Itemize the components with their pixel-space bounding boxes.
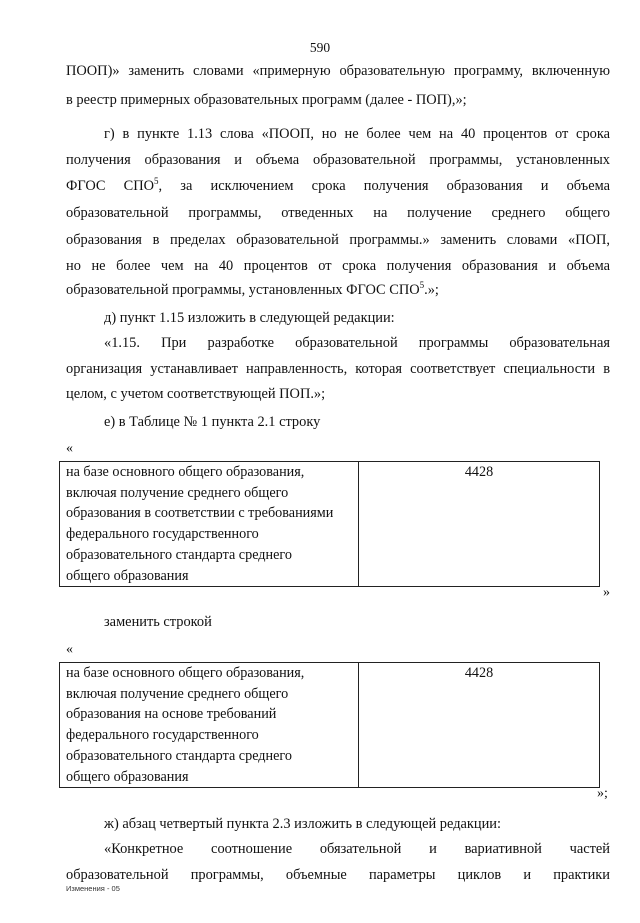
paragraph-line: «Конкретное соотношение обязательной и вариативной частей bbox=[104, 841, 610, 857]
quote-close: »; bbox=[597, 786, 608, 801]
text-run: , за исключением срока получения образования и объема bbox=[158, 178, 610, 194]
quote-open: « bbox=[66, 642, 73, 657]
paragraph-line: д) пункт 1.15 изложить в следующей редакции: bbox=[104, 310, 395, 326]
table-replacement-row bbox=[59, 662, 600, 788]
paragraph-line: целом, с учетом соответствующей ПОП.»; bbox=[66, 386, 326, 402]
text-run: ФГОС СПО bbox=[66, 178, 155, 194]
paragraph-line: образовательной программы, объемные параметры циклов и практики bbox=[66, 867, 610, 883]
cell-line: включая получение среднего общего bbox=[66, 685, 289, 702]
cell-line: федерального государственного bbox=[66, 526, 259, 543]
cell-line: общего образования bbox=[66, 768, 189, 785]
paragraph-line: в реестр примерных образовательных программ (далее - ПОП),»; bbox=[66, 92, 467, 108]
table-row bbox=[60, 462, 600, 587]
cell-line: федерального государственного bbox=[66, 727, 259, 744]
paragraph-line: г) в пункте 1.13 слова «ПООП, но не более чем на 40 процентов от срока bbox=[104, 126, 610, 142]
table-cell-value: 4428 bbox=[359, 462, 600, 587]
cell-line: образования на основе требований bbox=[66, 706, 277, 723]
quote-close: » bbox=[603, 585, 610, 600]
paragraph-line: ПООП)» заменить словами «примерную образовательную программу, включенную bbox=[66, 63, 610, 79]
cell-line: на базе основного общего образования, bbox=[66, 665, 305, 681]
cell-line: образования в соответствии с требованиями bbox=[66, 505, 334, 522]
paragraph-line: но не более чем на 40 процентов от срока получения образования и объема bbox=[66, 258, 610, 274]
footer-note: Изменения - 05 bbox=[66, 884, 120, 893]
paragraph-line: получения образования и объема образовательной программы, установленных bbox=[66, 152, 610, 168]
cell-line: включая получение среднего общего bbox=[66, 484, 289, 501]
table-cell-description bbox=[60, 462, 359, 587]
paragraph-line: «1.15. При разработке образовательной программы образовательная bbox=[104, 335, 610, 351]
paragraph-line: образования в пределах образовательной программы.» заменить словами «ПОП, bbox=[66, 232, 610, 248]
table-row bbox=[60, 663, 600, 788]
cell-line: на базе основного общего образования, bbox=[66, 464, 305, 480]
text-run: образовательной программы, установленных ФГОС СПО bbox=[66, 282, 420, 298]
paragraph-line: образовательной программы, отведенных на получение среднего общего bbox=[66, 205, 610, 221]
cell-line: общего образования bbox=[66, 567, 189, 584]
paragraph-line: заменить строкой bbox=[104, 614, 212, 630]
text-run: .»; bbox=[424, 282, 439, 298]
footnote-ref: 5 bbox=[154, 176, 159, 187]
footnote-ref: 5 bbox=[419, 280, 425, 291]
cell-line: образовательного стандарта среднего bbox=[66, 546, 292, 563]
paragraph-line bbox=[66, 177, 610, 195]
table-original-row bbox=[59, 461, 600, 587]
paragraph-line: организация устанавливает направленность, которая соответствует специальности в bbox=[66, 361, 610, 377]
table-cell-description bbox=[60, 663, 359, 788]
cell-line: образовательного стандарта среднего bbox=[66, 747, 292, 764]
quote-open: « bbox=[66, 441, 73, 456]
paragraph-line: е) в Таблице № 1 пункта 2.1 строку bbox=[104, 414, 321, 430]
paragraph-line bbox=[66, 281, 439, 299]
paragraph-line: ж) абзац четвертый пункта 2.3 изложить в следующей редакции: bbox=[104, 816, 502, 832]
page-number: 590 bbox=[309, 40, 331, 55]
table-cell-value: 4428 bbox=[359, 663, 600, 788]
